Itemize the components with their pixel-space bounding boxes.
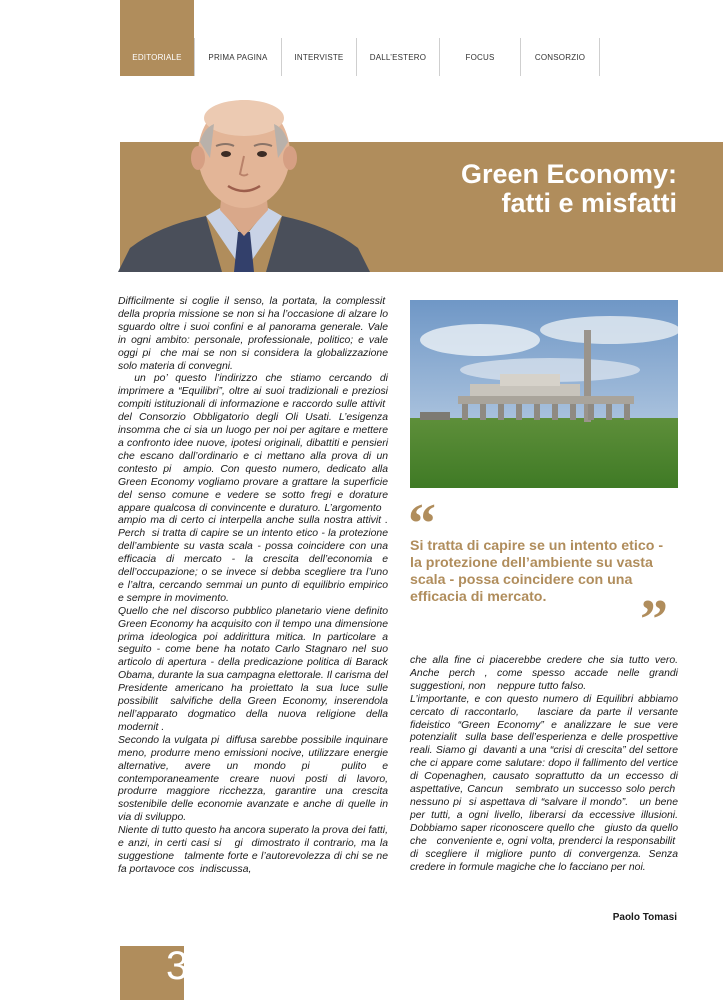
quote-close-mark: ” (640, 589, 668, 651)
pull-quote: Si tratta di capire se un intento etico - la protezione dell’ambiente su vasta scala - possa coincidere con una efficacia di mercato. (410, 538, 664, 605)
nav-item-editoriale[interactable]: EDITORIALE (120, 38, 195, 76)
title-line-1: Green Economy: (460, 159, 677, 189)
nav-item-prima-pagina[interactable]: PRIMA PAGINA (195, 38, 282, 76)
paragraph: un po’ questo l’indirizzo che stiamo cercando di imprimere a “Equilibri”, oltre ai suoi tradizionali e preziosi compiti istituzionali di informazione e raccordo sulle attivit del Consorzio Obbligatorio degli Oli Usati. L’esigenza insomma che ci sia un luogo per noi per agitare e mettere a confronto idee nuove, ipotesi originali, dibattiti e pensieri che escano dall’ordinario e ci mettano alla prova di un contesto pi ampio. Con questo numero, dedicato alla Green Economy vogliamo provare a grattare la superficie del senso comune e vedere se sotto fregi e dorature appare qualcosa di convincente e duraturo. L’argomento ampio ma di certo ci interpella anche sulla nostra attivit . Perch si tratta di capire se un intento etico - la protezione dell’ambiente su vasta scala - possa coincidere con una efficacia di mercato - la crescita dell’economia e dell’occupazione; o se invece si debba scegliere tra l’uno e l’altra, cercando semmai un punto di equilibrio empirico e sempre in movimento. (118, 373, 388, 604)
paragraph: Secondo la vulgata pi diffusa sarebbe possibile inquinare meno, produrre meno emissioni nocive, utilizzare energie alternative, avere un mondo pi pulito e contemporaneamente creare nuovi posti di lavoro, produrre maggiore ricchezza, garantire una crescita sostenibile delle economie avanzate e anche di quelle in via di sviluppo. (118, 734, 388, 824)
nav-item-consorzio[interactable]: CONSORZIO (521, 38, 600, 76)
power-plant-photo (410, 300, 678, 488)
article-title (461, 160, 677, 218)
paragraph: L’importante, e con questo numero di Equilibri abbiamo cercato di raccontarlo, lasciare da parte il versante fideistico “Green Economy” e analizzare le sue vere potenzialit sulla base dell’esperienza e delle prospettive reali. Siamo gi davanti a una “crisi di crescita” del settore che ci appare come salutare: dopo il fallimento del vertice di Copenaghen, causato soprattutto da un eccesso di aspettative, Cancun sembrato un successo solo perch nessuno pi si aspettava di “salvare il mondo”. un bene per tutti, a ogni livello, liberarsi da eccessive illusioni. Dobbiamo saper riconoscere quello che giusto da quello che conveniente e, ogni volta, prenderci la responsabilit di scegliere il migliore punto di convergenza. Senza credere in formule magiche che lo facciano per noi. (410, 693, 678, 873)
left-text-column (118, 296, 388, 877)
author-portrait (118, 98, 370, 272)
nav-item-interviste[interactable]: INTERVISTE (282, 38, 357, 76)
title-line-2: fatti e misfatti (501, 188, 677, 218)
quote-open-mark: “ (408, 493, 436, 555)
page-number: 3 (166, 944, 189, 988)
nav-item-dallestero[interactable]: DALL’ESTERO (357, 38, 440, 76)
paragraph: Niente di tutto questo ha ancora superato la prova dei fatti, e anzi, in certi casi si gi dimostrato il contrario, ma la suggestione talmente forte e l’autorevolezza di chi se ne fa portavoce cos indiscussa, (118, 825, 388, 875)
nav-item-focus[interactable]: FOCUS (440, 38, 521, 76)
paragraph: Quello che nel discorso pubblico planetario viene definito Green Economy ha acquisito con il tempo una dimensione prima ideologica poi addirittura mitica. In particolare a seguito - come bene ha notato Carlo Stagnaro nel suo articolo di apertura - della predicazione politica di Barack Obama, durante la sua campagna elettorale. Il carisma del Presidente americano ha proiettato la sua luce sulle possibilit salvifiche della Green Economy, inserendola nell’apparato dogmatico della nuova religione della modernit . (118, 605, 388, 733)
paragraph: che alla fine ci piacerebbe credere che sia tutto vero. Anche perch , come spesso accade nelle grandi suggestioni, non neppure tutto falso. (410, 655, 678, 692)
section-nav (120, 38, 596, 76)
right-text-column (410, 655, 678, 874)
paragraph: Difficilmente si coglie il senso, la portata, la complessit della propria missione se non si ha l’occasione di alzare lo sguardo oltre i suoi confini e al panorama generale. Vale in ogni ambito: personale, professionale, politico; e vale oggi pi che mai se non si considera la globalizzazione solo materia di convegni. (118, 296, 388, 372)
author-signature: Paolo Tomasi (612, 912, 677, 923)
